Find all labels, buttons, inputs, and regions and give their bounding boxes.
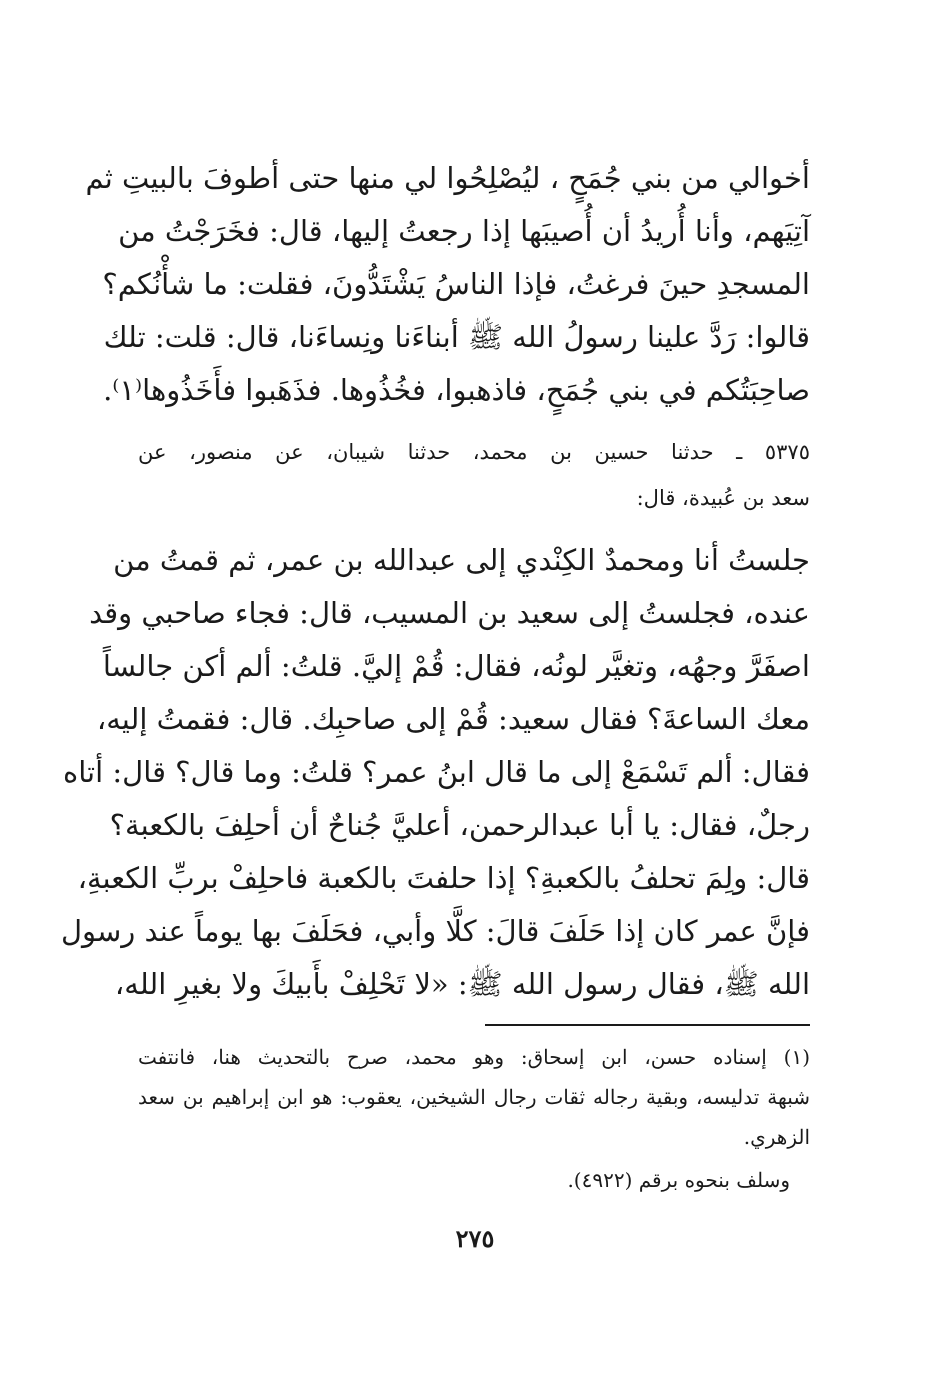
paragraph-1-line-1: أخوالي من بني جُمَحٍ ، ليُصْلِحُوا لي منها حتى أطوفَ بالبيتِ ثم	[85, 161, 810, 195]
paragraph-1-line-2: آتِيَهم، وأنا أُريدُ أن أُصيبَها إذا رجعتُ إليها، قال: فخَرَجْتُ من	[118, 214, 810, 248]
footnote-line-2: شبهة تدليسه، وبقية رجاله ثقات رجال الشيخين، يعقوب: هو ابن إبراهيم بن سعد	[138, 1085, 810, 1109]
paragraph-2-line-6: رجلٌ، فقال: يا أبا عبدالرحمن، أعليَّ جُناحٌ أن أحلِفَ بالكعبة؟	[109, 808, 810, 842]
paragraph-2-line-7: قال: ولِمَ تحلفُ بالكعبةِ؟ إذا حلفتَ بالكعبة فاحلِفْ بربِّ الكعبةِ،	[77, 861, 810, 895]
paragraph-1-line-5: صاحِبَتُكم في بني جُمَحٍ، فاذهبوا، فخُذُوها. فذَهَبوا فأَخَذُوها⁽١⁾.	[103, 373, 810, 407]
footnote-line-3: الزهري.	[743, 1125, 810, 1149]
paragraph-2-line-3: اصفَرَّ وجهُه، وتغيَّر لونُه، فقال: قُمْ إليَّ. قلتُ: ألم أكن جالساً	[102, 649, 810, 683]
footnote-separator	[485, 1024, 810, 1026]
footnote-line-1: (١) إسناده حسن، ابن إسحاق: وهو محمد، صرح بالتحديث هنا، فانتفت	[138, 1045, 810, 1069]
paragraph-1-line-4: قالوا: رَدَّ علينا رسولُ الله ﷺ أبناءَنا ونِساءَنا، قال: قلت: تلك	[103, 320, 810, 354]
paragraph-2-line-2: عنده، فجلستُ إلى سعيد بن المسيب، قال: فجاء صاحبي وقد	[89, 596, 810, 630]
paragraph-2-line-1: جلستُ أنا ومحمدٌ الكِنْدي إلى عبدالله بن عمر، ثم قمتُ من	[113, 543, 810, 577]
hadith-chain-line-1: ٥٣٧٥ ـ حدثنا حسين بن محمد، حدثنا شيبان، عن منصور، عن	[138, 440, 810, 464]
paragraph-2-line-9: الله ﷺ، فقال رسول الله ﷺ: «لا تَحْلِفْ بأَبيكَ ولا بغيرِ الله،	[114, 967, 810, 1001]
footnote-cross-reference: وسلف بنحوه برقم (٤٩٢٢).	[567, 1168, 790, 1192]
paragraph-2-line-5: فقال: ألم تَسْمَعْ إلى ما قال ابنُ عمر؟ قلتُ: وما قال؟ قال: أتاه	[63, 755, 810, 789]
paragraph-1-line-3: المسجدِ حينَ فرغتُ، فإذا الناسُ يَشْتَدُّونَ، فقلت: ما شأْنُكم؟	[102, 267, 810, 301]
hadith-chain-line-2: سعد بن عُبيدة، قال:	[636, 486, 810, 510]
page-number: ٢٧٥	[455, 1224, 495, 1253]
footnote-line-4	[138, 1165, 810, 1197]
paragraph-2-line-8: فإنَّ عمر كان إذا حَلَفَ قالَ: كلَّا وأبي، فحَلَفَ بها يوماً عند رسول	[60, 914, 810, 948]
paragraph-2-line-4: معك الساعةَ؟ فقال سعيد: قُمْ إلى صاحبِك. قال: فقمتُ إليه،	[96, 702, 810, 736]
